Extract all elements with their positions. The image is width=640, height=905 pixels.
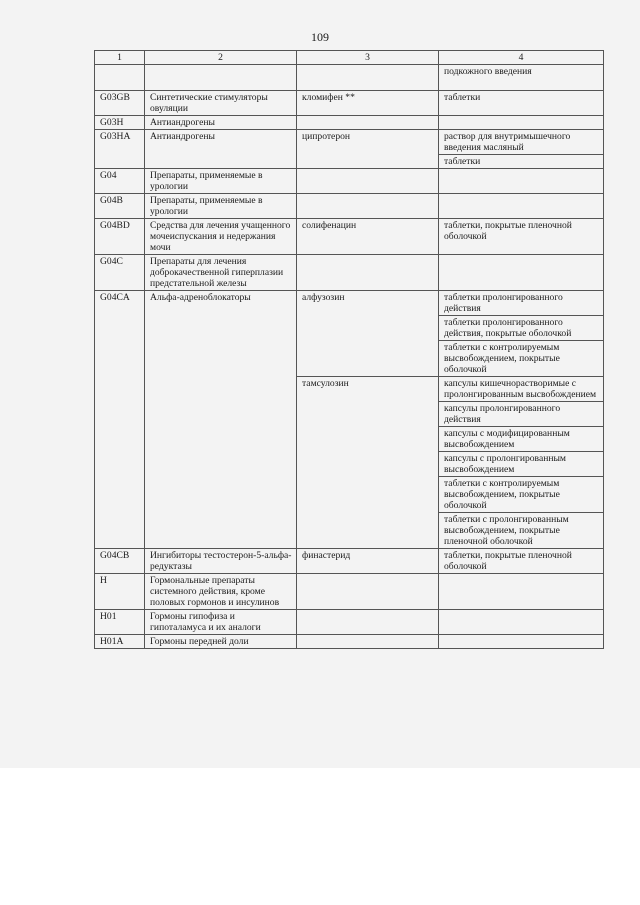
atc-code-cell: G03H: [95, 116, 145, 130]
drug-name-cell: ципротерон: [297, 130, 439, 169]
table-row: [95, 574, 604, 610]
dosage-form-cell: [439, 169, 604, 194]
table-header-row: [95, 51, 604, 65]
atc-code-cell: G04BD: [95, 219, 145, 255]
drug-name-cell: финастерид: [297, 549, 439, 574]
column-header: 2: [145, 51, 297, 65]
page-number: 109: [311, 30, 329, 44]
group-name-cell: Средства для лечения учащенного мочеиспускания и недержания мочи: [145, 219, 297, 255]
dosage-form-cell: [439, 635, 604, 649]
drug-name-cell: алфузозин: [297, 291, 439, 377]
dosage-form-cell: таблетки с пролонгированным высвобождением, покрытые пленочной оболочкой: [439, 513, 604, 549]
dosage-form-cell: таблетки с контролируемым высвобождением, покрытые оболочкой: [439, 477, 604, 513]
dosage-form-cell: капсулы кишечнорастворимые с пролонгированным высвобождением: [439, 377, 604, 402]
table-row: [95, 130, 604, 155]
atc-code-cell: G04B: [95, 194, 145, 219]
atc-code-cell: [95, 65, 145, 91]
column-header: 4: [439, 51, 604, 65]
dosage-form-cell: таблетки, покрытые пленочной оболочкой: [439, 219, 604, 255]
drug-name-cell: кломифен **: [297, 91, 439, 116]
dosage-form-cell: [439, 610, 604, 635]
table-row: [95, 219, 604, 255]
dosage-form-cell: [439, 255, 604, 291]
atc-code-cell: H01: [95, 610, 145, 635]
atc-code-cell: H: [95, 574, 145, 610]
table-row: [95, 549, 604, 574]
group-name-cell: Гормональные препараты системного действия, кроме половых гормонов и инсулинов: [145, 574, 297, 610]
atc-code-cell: G04: [95, 169, 145, 194]
drug-name-cell: [297, 255, 439, 291]
drug-name-cell: солифенацин: [297, 219, 439, 255]
group-name-cell: Альфа-адреноблокаторы: [145, 291, 297, 549]
table-row: [95, 169, 604, 194]
table-row: [95, 255, 604, 291]
medication-table: [94, 50, 604, 649]
column-header: 1: [95, 51, 145, 65]
dosage-form-cell: таблетки с контролируемым высвобождением, покрытые оболочкой: [439, 341, 604, 377]
drug-name-cell: [297, 574, 439, 610]
table-row: [95, 610, 604, 635]
dosage-form-cell: таблетки пролонгированного действия, покрытые оболочкой: [439, 316, 604, 341]
drug-name-cell: тамсулозин: [297, 377, 439, 549]
group-name-cell: Препараты, применяемые в урологии: [145, 169, 297, 194]
group-name-cell: Препараты, применяемые в урологии: [145, 194, 297, 219]
atc-code-cell: G04CA: [95, 291, 145, 549]
table-row: [95, 635, 604, 649]
table-row: [95, 194, 604, 219]
atc-code-cell: G03GB: [95, 91, 145, 116]
dosage-form-cell: капсулы пролонгированного действия: [439, 402, 604, 427]
atc-code-cell: G04CB: [95, 549, 145, 574]
dosage-form-cell: подкожного введения: [439, 65, 604, 91]
drug-name-cell: [297, 635, 439, 649]
group-name-cell: Антиандрогены: [145, 116, 297, 130]
dosage-form-cell: капсулы с модифицированным высвобождением: [439, 427, 604, 452]
group-name-cell: Гормоны передней доли: [145, 635, 297, 649]
table-row: [95, 91, 604, 116]
drug-name-cell: [297, 116, 439, 130]
dosage-form-cell: [439, 116, 604, 130]
table-row: [95, 65, 604, 91]
dosage-form-cell: раствор для внутримышечного введения масляный: [439, 130, 604, 155]
group-name-cell: Ингибиторы тестостерон-5-альфа-редуктазы: [145, 549, 297, 574]
column-header: 3: [297, 51, 439, 65]
atc-code-cell: G03HA: [95, 130, 145, 169]
group-name-cell: [145, 65, 297, 91]
dosage-form-cell: таблетки пролонгированного действия: [439, 291, 604, 316]
dosage-form-cell: таблетки, покрытые пленочной оболочкой: [439, 549, 604, 574]
dosage-form-cell: [439, 574, 604, 610]
group-name-cell: Препараты для лечения доброкачественной гиперплазии предстательной железы: [145, 255, 297, 291]
dosage-form-cell: [439, 194, 604, 219]
drug-name-cell: [297, 194, 439, 219]
atc-code-cell: G04C: [95, 255, 145, 291]
table-row: [95, 291, 604, 316]
dosage-form-cell: таблетки: [439, 155, 604, 169]
group-name-cell: Синтетические стимуляторы овуляции: [145, 91, 297, 116]
drug-name-cell: [297, 169, 439, 194]
group-name-cell: Антиандрогены: [145, 130, 297, 169]
dosage-form-cell: капсулы с пролонгированным высвобождением: [439, 452, 604, 477]
group-name-cell: Гормоны гипофиза и гипоталамуса и их аналоги: [145, 610, 297, 635]
dosage-form-cell: таблетки: [439, 91, 604, 116]
atc-code-cell: H01A: [95, 635, 145, 649]
drug-name-cell: [297, 65, 439, 91]
drug-name-cell: [297, 610, 439, 635]
table-row: [95, 116, 604, 130]
